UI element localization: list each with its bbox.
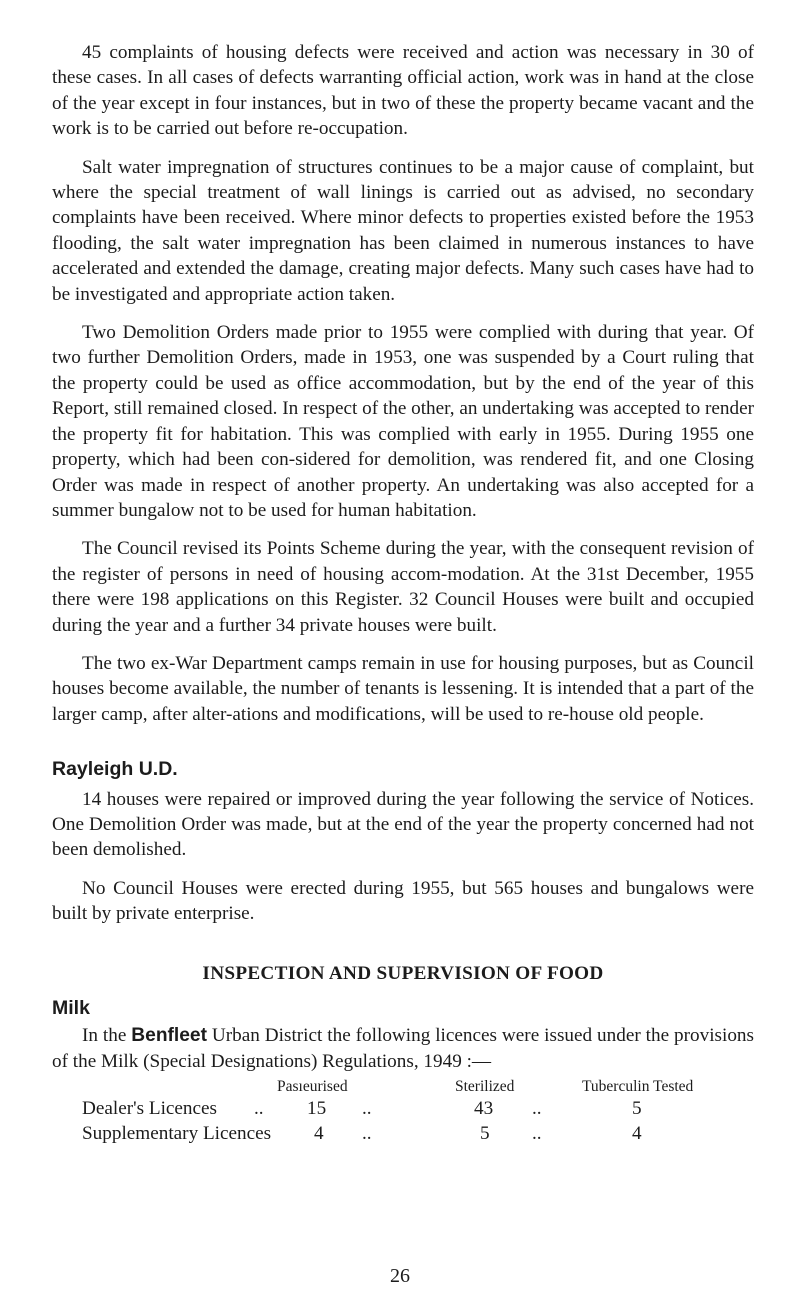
table-row [52,1121,754,1146]
cell-separator-dots: .. [532,1098,542,1120]
paragraph-milk-intro [52,1023,754,1074]
cell-pasteurised: 4 [314,1123,324,1145]
paragraph-rayleigh-repairs: 14 houses were repaired or improved during the year following the service of Notices. One Demolition Order was made, but at the end of the year the property concerned had not been demolished. [52,788,754,861]
row-label: Dealer's Licences [82,1098,218,1120]
paragraph-salt-water: Salt water impregnation of structures continues to be a major cause of complaint, but where the special treatment of wall linings is carried out as advised, no secondary complaints have been received. Where minor defects to properties existed before the 1953 flooding, the salt water impregnation has been claimed in numerous instances to have accelerated and extended the damage, creating major defects. Many such cases have had to be investigated and appropriate action taken. [52,156,754,305]
row-separator-dots: .. [254,1098,264,1120]
cell-sterilized: 43 [474,1098,494,1120]
milk-intro-before: In the [82,1025,132,1047]
column-header-tuberculin-tested: Tuberculin Tested [582,1078,694,1096]
licences-table [52,1074,754,1146]
milk-intro-district: Benfleet [131,1025,207,1047]
cell-separator-dots: .. [532,1123,542,1145]
section-title: INSPECTION AND SUPERVISION OF FOOD [202,962,604,984]
table-row [52,1096,754,1121]
column-header-sterilized: Sterilized [455,1078,515,1096]
row-label: Supplementary Licences [82,1123,272,1145]
paragraph-housing-complaints: 45 complaints of housing defects were received and action was necessary in 30 of these cases. In all cases of defects warranting official action, work was in hand at the close of the year except in four instances, but in two of these the property became vacant and the work is to be carried out before re-occupation. [52,42,754,140]
licences-table-header [52,1074,754,1096]
cell-sterilized: 5 [480,1123,490,1145]
cell-tuberculin-tested: 4 [632,1123,642,1145]
milk-intro-after: Urban District the following licences were issued under the provisions of the Milk (Special Designations) Regulations, 1949 :— [52,1025,754,1072]
cell-pasteurised: 15 [307,1098,327,1120]
heading-milk: Milk [52,997,90,1019]
paragraph-points-scheme: The Council revised its Points Scheme during the year, with the consequent revision of the register of persons in need of housing accom-modation. At the 31st December, 1955 there were 198 applications on this Register. 32 Council Houses were built and occupied during the year and a further 34 private houses were built. [52,538,754,636]
page-number: 26 [390,1265,410,1287]
paragraph-war-department-camps: The two ex-War Department camps remain in use for housing purposes, but as Council houses become available, the number of tenants is lessening. It is intended that a part of the larger camp, after alter-ations and modifications, will be used to re-house old people. [52,652,754,725]
heading-rayleigh: Rayleigh U.D. [52,758,178,781]
cell-separator-dots: .. [362,1123,372,1145]
cell-tuberculin-tested: 5 [632,1098,642,1120]
cell-separator-dots: .. [362,1098,372,1120]
document-page [52,40,754,1146]
column-header-pasteurised: Pasıeurised [277,1078,348,1096]
paragraph-rayleigh-houses: No Council Houses were erected during 1955, but 565 houses and bungalows were built by private enterprise. [52,877,754,925]
paragraph-demolition-orders: Two Demolition Orders made prior to 1955 were complied with during that year. Of two further Demolition Orders, made in 1953, one was suspended by a Court ruling that the property could be used as office accommodation, but by the end of the year of this Report, still remained closed. In respect of the other, an undertaking was accepted to render the property fit for habitation. This was complied with early in 1955. During 1955 one property, which had been con-sidered for demolition, was rendered fit, and one Closing Order was made in respect of another property. An undertaking was also accepted for a summer bungalow not to be used for human habitation. [52,322,754,521]
